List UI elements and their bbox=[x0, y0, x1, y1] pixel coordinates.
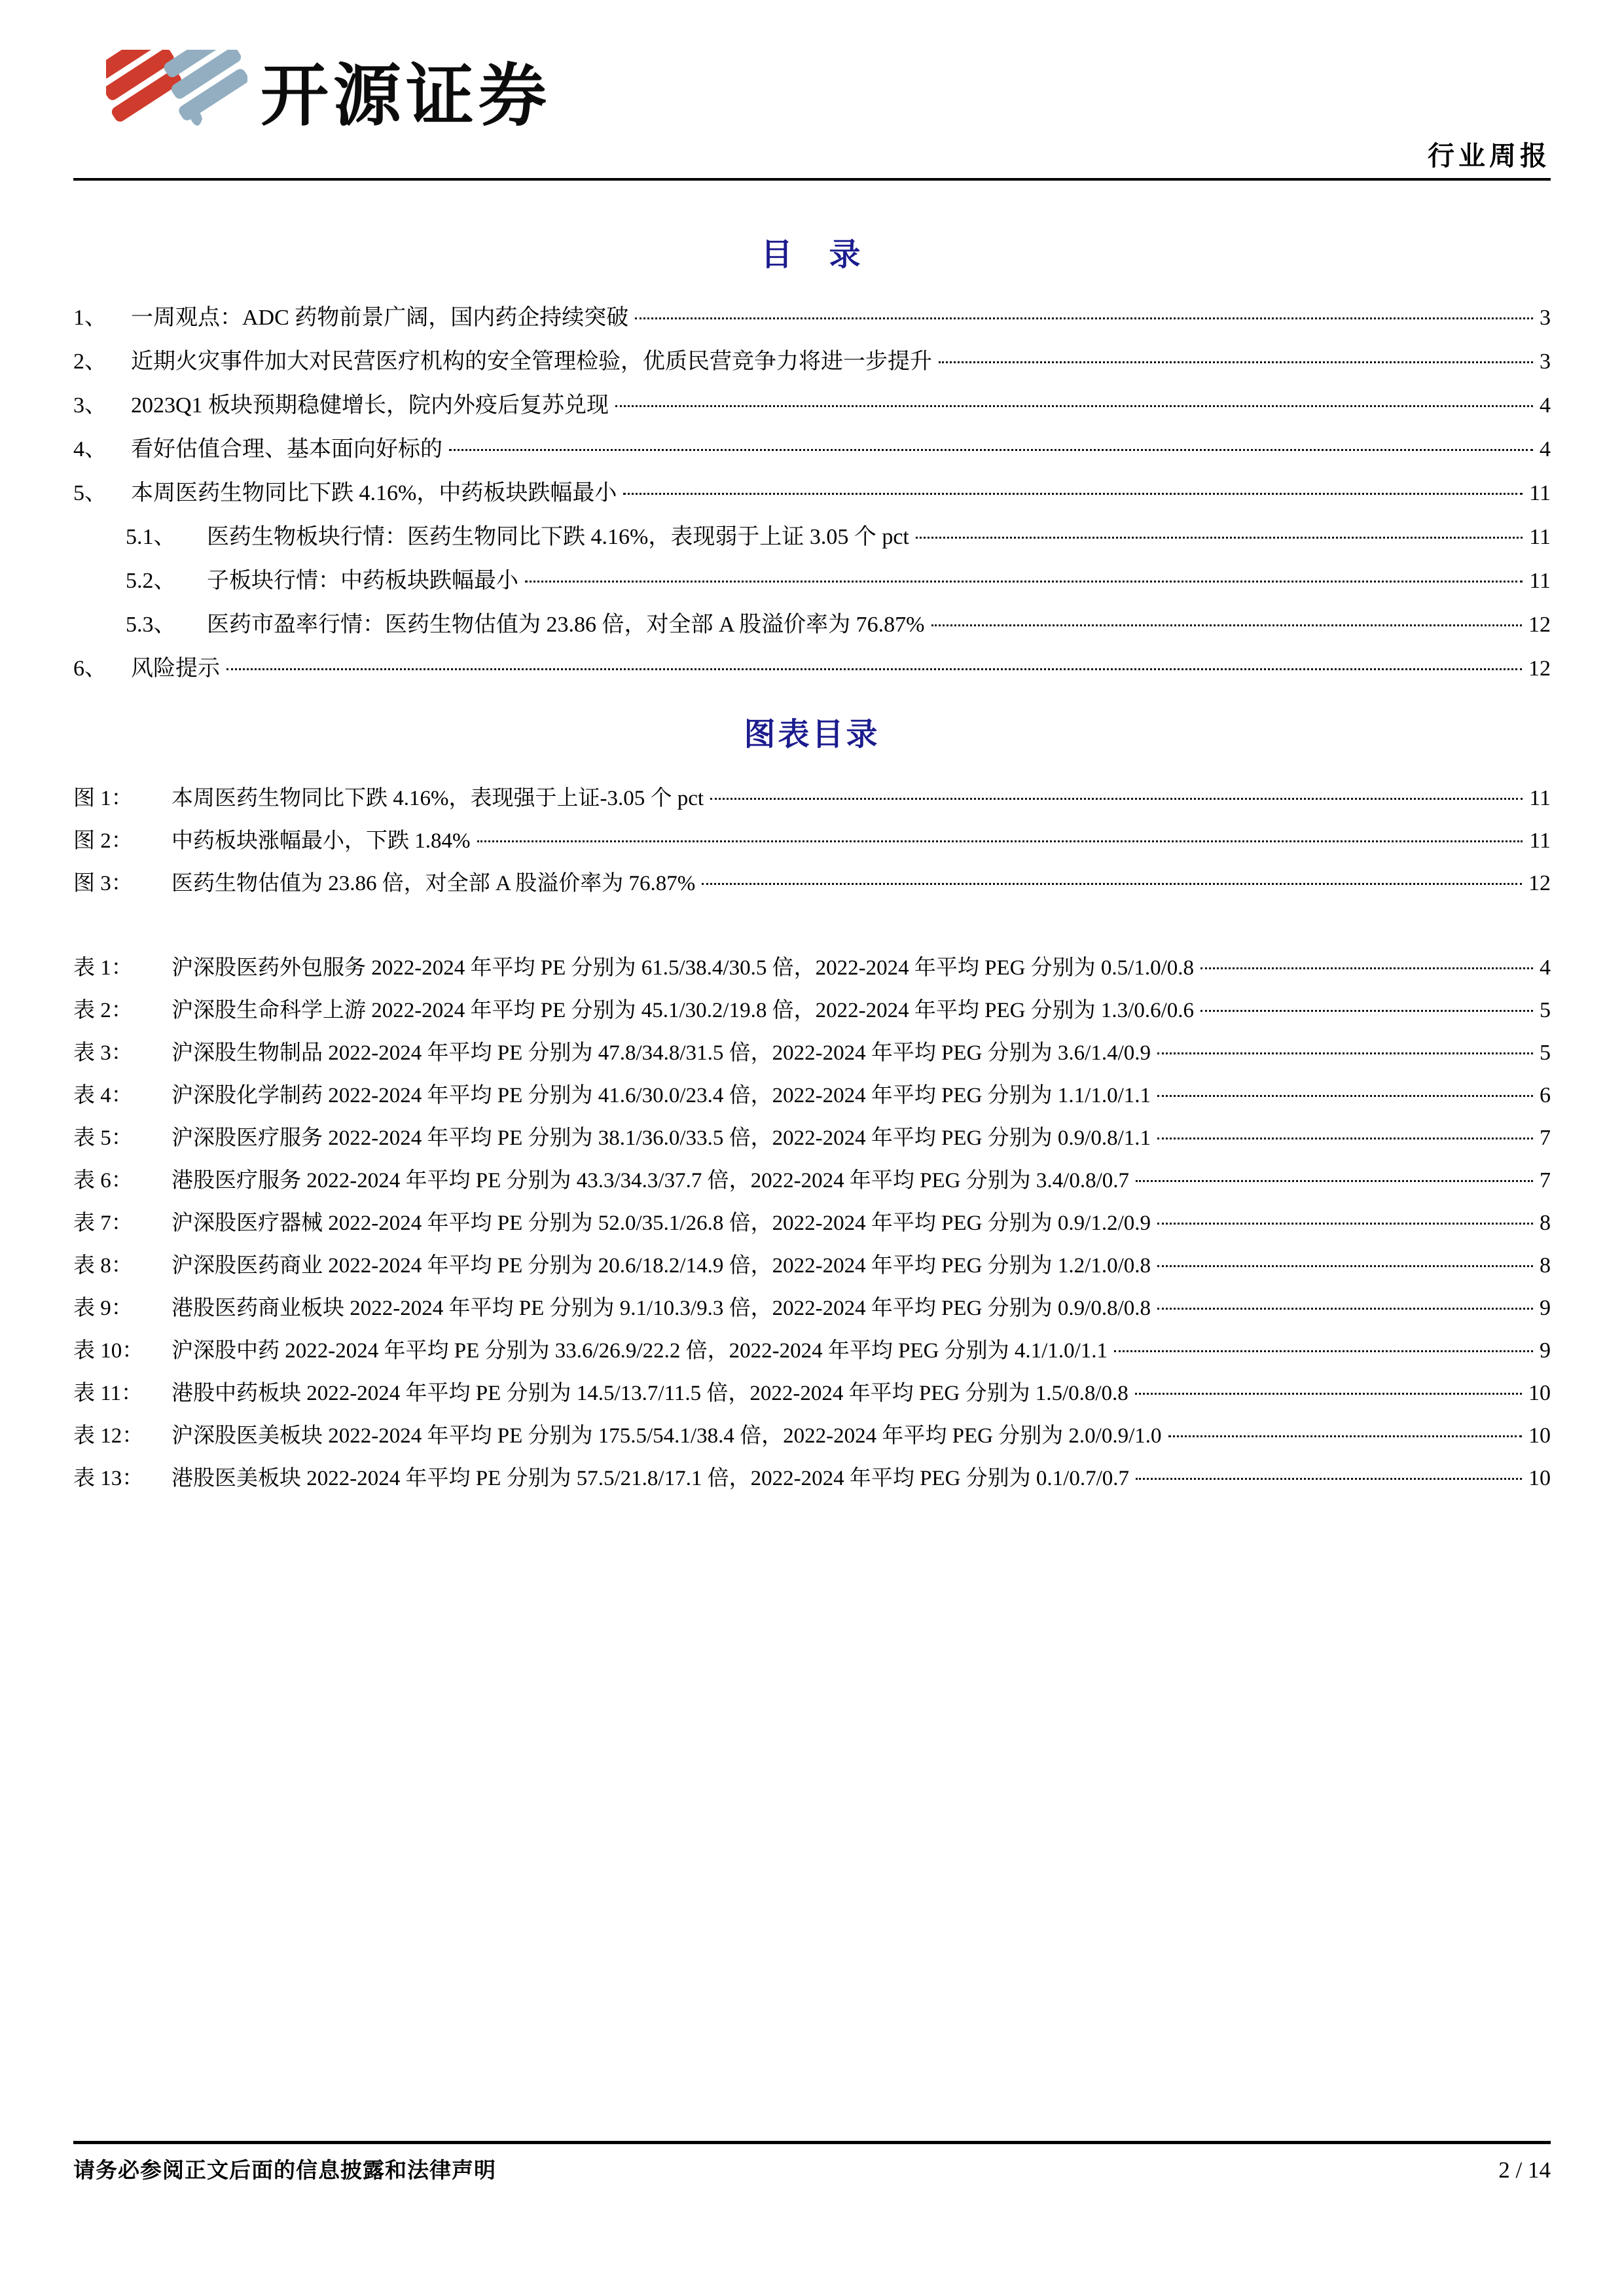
toc-item[interactable] bbox=[73, 515, 1551, 559]
figure-table-page-number: 8 bbox=[1540, 1253, 1551, 1278]
figure-table-item[interactable] bbox=[73, 1287, 1551, 1329]
toc-leader-dots bbox=[939, 361, 1533, 363]
figure-table-title: 港股医美板块 2022-2024 年平均 PE 分别为 57.5/21.8/17.1 倍，2022-2024 年平均 PEG 分别为 0.1/0.7/0.7 bbox=[171, 1467, 1130, 1490]
figure-table-leader-dots bbox=[1136, 1180, 1533, 1182]
figure-table-label: 表 4： bbox=[73, 1084, 133, 1107]
figure-table-label: 图 3： bbox=[73, 872, 133, 895]
figure-table-label: 表 5： bbox=[73, 1126, 133, 1150]
figure-table-label: 表 3： bbox=[73, 1041, 133, 1065]
footer-page-number: 2 / 14 bbox=[1498, 2157, 1551, 2183]
toc-item[interactable] bbox=[73, 471, 1551, 515]
figure-table-label: 图 2： bbox=[73, 829, 133, 853]
kaiyuan-securities-logo-icon bbox=[106, 50, 247, 143]
figure-table-item[interactable] bbox=[73, 1117, 1551, 1159]
toc-item-number: 5.1、 bbox=[126, 525, 176, 549]
figure-table-item[interactable] bbox=[73, 1031, 1551, 1074]
toc-page-number: 3 bbox=[1540, 306, 1551, 330]
figure-table-page-number: 10 bbox=[1528, 1424, 1551, 1448]
toc-item-title: 医药市盈率行情：医药生物估值为 23.86 倍，对全部 A 股溢价率为 76.87% bbox=[207, 613, 925, 637]
toc-leader-dots bbox=[525, 581, 1523, 583]
toc-item-title: 子板块行情：中药板块跌幅最小 bbox=[207, 569, 518, 593]
figure-table-item[interactable] bbox=[73, 1244, 1551, 1287]
toc-leader-dots bbox=[931, 624, 1523, 626]
figure-table-leader-dots bbox=[477, 840, 1523, 842]
figure-table-leader-dots bbox=[1157, 1265, 1533, 1267]
toc-page-number: 11 bbox=[1529, 569, 1551, 593]
figure-table-page-number: 9 bbox=[1540, 1338, 1551, 1363]
figure-table-title: 沪深股医美板块 2022-2024 年平均 PE 分别为 175.5/54.1/38.4 倍，2022-2024 年平均 PEG 分别为 2.0/0.9/1.0 bbox=[171, 1424, 1162, 1448]
toc-item[interactable] bbox=[73, 559, 1551, 603]
figure-table-label: 表 2： bbox=[73, 999, 133, 1022]
toc-item-number: 5.2、 bbox=[126, 569, 176, 593]
brand bbox=[106, 50, 551, 143]
figure-table-title: 医药生物估值为 23.86 倍，对全部 A 股溢价率为 76.87% bbox=[171, 872, 696, 895]
toc-leader-dots bbox=[635, 317, 1533, 319]
figures-tables-title: 图表目录 bbox=[744, 717, 880, 752]
figure-table-title: 沪深股生命科学上游 2022-2024 年平均 PE 分别为 45.1/30.2/19.8 倍，2022-2024 年平均 PEG 分别为 1.3/0.6/0.6 bbox=[171, 999, 1195, 1022]
figure-table-item[interactable] bbox=[73, 1159, 1551, 1202]
footer-disclaimer: 请务必参阅正文后面的信息披露和法律声明 bbox=[73, 2159, 496, 2183]
table-list bbox=[73, 946, 1551, 1499]
toc-page-number: 11 bbox=[1529, 525, 1551, 549]
toc-item-number: 4、 bbox=[73, 437, 107, 461]
figure-table-page-number: 10 bbox=[1528, 1466, 1551, 1490]
figure-table-leader-dots bbox=[1135, 1393, 1522, 1395]
toc-item-number: 3、 bbox=[73, 393, 107, 418]
toc-leader-dots bbox=[623, 493, 1523, 495]
figure-table-leader-dots bbox=[1157, 1308, 1533, 1310]
toc-title: 目 录 bbox=[761, 238, 863, 272]
toc-list bbox=[73, 296, 1551, 691]
figure-table-item[interactable] bbox=[73, 989, 1551, 1031]
figure-table-item[interactable] bbox=[73, 1202, 1551, 1244]
figure-table-label: 表 13： bbox=[73, 1467, 144, 1490]
figure-table-item[interactable] bbox=[73, 946, 1551, 989]
figure-table-title: 港股中药板块 2022-2024 年平均 PE 分别为 14.5/13.7/11.5 倍，2022-2024 年平均 PEG 分别为 1.5/0.8/0.8 bbox=[171, 1382, 1128, 1405]
figure-table-item[interactable] bbox=[73, 777, 1551, 819]
figure-table-page-number: 10 bbox=[1528, 1381, 1551, 1405]
figure-table-leader-dots bbox=[1157, 1138, 1533, 1139]
figure-table-item[interactable] bbox=[73, 862, 1551, 905]
figure-table-page-number: 4 bbox=[1540, 956, 1551, 980]
toc-page-number: 4 bbox=[1540, 393, 1551, 418]
doc-type-label: 行业周报 bbox=[1428, 141, 1551, 171]
toc-item[interactable] bbox=[73, 296, 1551, 340]
toc-page-number: 4 bbox=[1540, 437, 1551, 461]
page-header bbox=[73, 0, 1551, 181]
figure-table-page-number: 11 bbox=[1529, 829, 1551, 853]
figure-table-label: 图 1： bbox=[73, 787, 133, 810]
figure-table-leader-dots bbox=[1114, 1350, 1533, 1352]
figure-table-leader-dots bbox=[1157, 1052, 1533, 1054]
figure-table-item[interactable] bbox=[73, 1329, 1551, 1372]
figure-table-page-number: 6 bbox=[1540, 1083, 1551, 1107]
toc-page-number: 12 bbox=[1528, 656, 1551, 681]
toc-leader-dots bbox=[916, 537, 1523, 539]
figure-table-title: 沪深股医药商业 2022-2024 年平均 PE 分别为 20.6/18.2/14.9 倍，2022-2024 年平均 PEG 分别为 1.2/1.0/0.8 bbox=[171, 1254, 1151, 1278]
page-footer bbox=[73, 2141, 1551, 2184]
figure-table-page-number: 7 bbox=[1540, 1168, 1551, 1193]
figure-table-label: 表 9： bbox=[73, 1297, 133, 1320]
figure-table-title: 港股医药商业板块 2022-2024 年平均 PE 分别为 9.1/10.3/9.3 倍，2022-2024 年平均 PEG 分别为 0.9/0.8/0.8 bbox=[171, 1297, 1151, 1320]
figure-table-leader-dots bbox=[710, 798, 1523, 800]
figure-table-item[interactable] bbox=[73, 1414, 1551, 1457]
figure-table-leader-dots bbox=[1157, 1095, 1533, 1097]
figure-table-leader-dots bbox=[702, 883, 1522, 885]
figure-table-page-number: 8 bbox=[1540, 1211, 1551, 1235]
figure-table-title: 沪深股生物制品 2022-2024 年平均 PE 分别为 47.8/34.8/31.5 倍，2022-2024 年平均 PEG 分别为 3.6/1.4/0.9 bbox=[171, 1041, 1151, 1065]
toc-item-number: 5.3、 bbox=[126, 613, 176, 637]
figure-table-label: 表 11： bbox=[73, 1382, 143, 1405]
figure-table-leader-dots bbox=[1157, 1223, 1533, 1225]
figure-table-title: 沪深股中药 2022-2024 年平均 PE 分别为 33.6/26.9/22.2 倍，2022-2024 年平均 PEG 分别为 4.1/1.0/1.1 bbox=[171, 1339, 1108, 1363]
figure-table-label: 表 8： bbox=[73, 1254, 133, 1278]
toc-item-title: 医药生物板块行情：医药生物同比下跌 4.16%，表现弱于上证 3.05 个 pct bbox=[207, 525, 909, 549]
brand-name: 开源证券 bbox=[261, 58, 552, 134]
toc-item-number: 1、 bbox=[73, 306, 107, 330]
toc-item[interactable] bbox=[73, 384, 1551, 427]
figure-table-leader-dots bbox=[1136, 1478, 1522, 1480]
toc-page-number: 3 bbox=[1540, 350, 1551, 374]
toc-item-number: 2、 bbox=[73, 350, 107, 374]
toc-leader-dots bbox=[449, 449, 1533, 451]
figure-table-leader-dots bbox=[1200, 967, 1533, 969]
toc-item-number: 6、 bbox=[73, 656, 107, 681]
figure-table-label: 表 12： bbox=[73, 1424, 144, 1448]
figure-table-title: 沪深股医疗服务 2022-2024 年平均 PE 分别为 38.1/36.0/33.5 倍，2022-2024 年平均 PEG 分别为 0.9/0.8/1.1 bbox=[171, 1126, 1151, 1150]
figure-table-label: 表 1： bbox=[73, 956, 133, 980]
figure-table-title: 中药板块涨幅最小，下跌 1.84% bbox=[171, 829, 471, 853]
toc-leader-dots bbox=[226, 668, 1522, 670]
toc-item-title: 近期火灾事件加大对民营医疗机构的安全管理检验，优质民营竞争力将进一步提升 bbox=[131, 350, 932, 374]
figure-table-page-number: 7 bbox=[1540, 1126, 1551, 1150]
figure-table-title: 港股医疗服务 2022-2024 年平均 PE 分别为 43.3/34.3/37.7 倍，2022-2024 年平均 PEG 分别为 3.4/0.8/0.7 bbox=[171, 1169, 1130, 1193]
figure-table-page-number: 5 bbox=[1540, 1041, 1551, 1065]
figure-table-title: 沪深股化学制药 2022-2024 年平均 PE 分别为 41.6/30.0/23.4 倍，2022-2024 年平均 PEG 分别为 1.1/1.0/1.1 bbox=[171, 1084, 1151, 1107]
figure-table-page-number: 11 bbox=[1529, 786, 1551, 810]
figure-table-page-number: 5 bbox=[1540, 998, 1551, 1022]
toc-page-number: 11 bbox=[1529, 481, 1551, 505]
toc-item[interactable] bbox=[73, 647, 1551, 691]
figure-table-item[interactable] bbox=[73, 1457, 1551, 1499]
toc-leader-dots bbox=[615, 405, 1533, 407]
figure-table-leader-dots bbox=[1200, 1010, 1533, 1012]
figure-table-title: 本周医药生物同比下跌 4.16%，表现强于上证-3.05 个 pct bbox=[171, 787, 704, 810]
toc-item-title: 本周医药生物同比下跌 4.16%，中药板块跌幅最小 bbox=[131, 481, 617, 505]
toc-page-number: 12 bbox=[1528, 613, 1551, 637]
figure-table-page-number: 12 bbox=[1528, 871, 1551, 895]
figure-table-title: 沪深股医药外包服务 2022-2024 年平均 PE 分别为 61.5/38.4/30.5 倍，2022-2024 年平均 PEG 分别为 0.5/1.0/0.8 bbox=[171, 956, 1195, 980]
toc-item-title: 一周观点：ADC 药物前景广阔，国内药企持续突破 bbox=[131, 306, 629, 330]
toc-item-number: 5、 bbox=[73, 481, 107, 505]
toc-item[interactable] bbox=[73, 603, 1551, 647]
figure-table-item[interactable] bbox=[73, 1074, 1551, 1117]
figure-table-label: 表 10： bbox=[73, 1339, 144, 1363]
figure-table-leader-dots bbox=[1168, 1435, 1522, 1437]
toc-item[interactable] bbox=[73, 427, 1551, 471]
figure-list bbox=[73, 777, 1551, 905]
figure-table-item[interactable] bbox=[73, 819, 1551, 862]
figure-table-page-number: 9 bbox=[1540, 1296, 1551, 1320]
figure-table-label: 表 6： bbox=[73, 1169, 133, 1193]
figure-table-item[interactable] bbox=[73, 1372, 1551, 1414]
figure-table-title: 沪深股医疗器械 2022-2024 年平均 PE 分别为 52.0/35.1/26.8 倍，2022-2024 年平均 PEG 分别为 0.9/1.2/0.9 bbox=[171, 1211, 1151, 1235]
toc-item-title: 看好估值合理、基本面向好标的 bbox=[131, 437, 442, 461]
toc-item[interactable] bbox=[73, 340, 1551, 384]
figure-table-label: 表 7： bbox=[73, 1211, 133, 1235]
toc-item-title: 风险提示 bbox=[131, 656, 220, 681]
toc-item-title: 2023Q1 板块预期稳健增长，院内外疫后复苏兑现 bbox=[131, 393, 609, 418]
